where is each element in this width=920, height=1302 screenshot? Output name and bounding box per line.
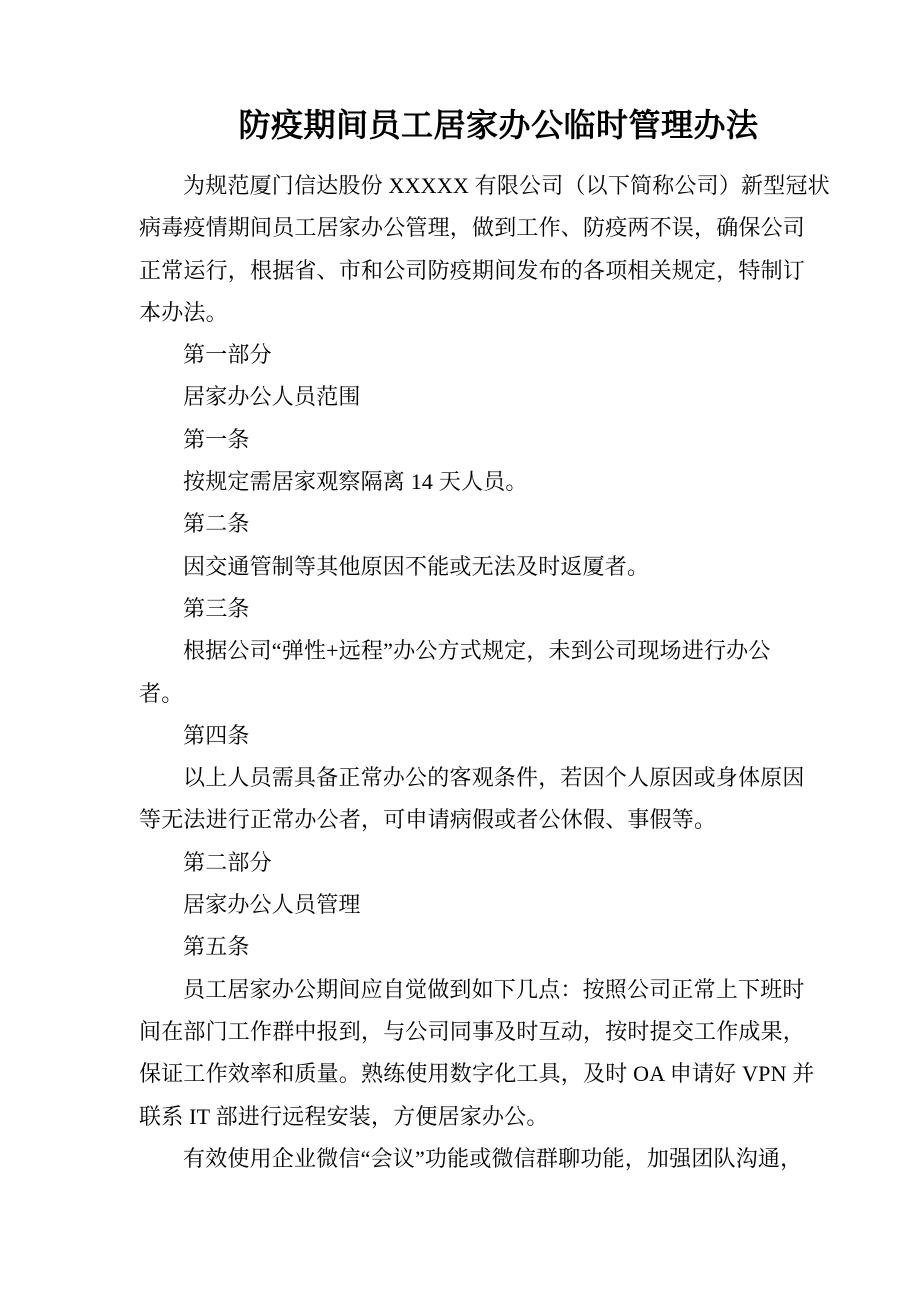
text-line: 有效使用企业微信“会议”功能或微信群聊功能，加强团队沟通， xyxy=(183,1145,803,1171)
text-line: 因交通管制等其他原因不能或无法及时返厦者。 xyxy=(183,553,650,579)
text-line: 间在部门工作群中报到，与公司同事及时互动，按时提交工作成果， xyxy=(139,1018,806,1044)
text-line: 联系 IT 部进行远程安装，方便居家办公。 xyxy=(139,1103,549,1129)
text-line: 保证工作效率和质量。熟练使用数字化工具，及时 OA 申请好 VPN 并 xyxy=(139,1061,815,1087)
text-line: 等无法进行正常办公者，可申请病假或者公休假、事假等。 xyxy=(139,807,717,833)
text-line: 员工居家办公期间应自觉做到如下几点：按照公司正常上下班时 xyxy=(183,976,805,1002)
text-line: 第五条 xyxy=(183,934,250,960)
text-line: 第一部分 xyxy=(183,342,272,368)
document-body xyxy=(139,103,830,1180)
text-line: 为规范厦门信达股份 XXXXX 有限公司（以下简称公司）新型冠状 xyxy=(183,173,830,198)
text-line: 者。 xyxy=(139,680,184,706)
text-line: 按规定需居家观察隔离 14 天人员。 xyxy=(183,469,528,495)
text-line: 第四条 xyxy=(183,722,250,748)
text-line: 病毒疫情期间员工居家办公管理，做到工作、防疫两不误，确保公司 xyxy=(139,215,806,241)
text-line: 第三条 xyxy=(183,595,250,621)
text-line: 正常运行，根据省、市和公司防疫期间发布的各项相关规定，特制订 xyxy=(139,257,806,283)
text-line: 根据公司“弹性+远程”办公方式规定，未到公司现场进行办公 xyxy=(183,638,771,664)
text-line: 第二条 xyxy=(183,511,250,537)
text-line: 第一条 xyxy=(183,426,250,452)
text-line: 第二部分 xyxy=(183,849,272,875)
text-line: 以上人员需具备正常办公的客观条件，若因个人原因或身体原因 xyxy=(183,765,805,791)
document-title: 防疫期间员工居家办公临时管理办法 xyxy=(238,107,759,143)
text-line: 本办法。 xyxy=(139,299,228,325)
text-line: 居家办公人员管理 xyxy=(183,892,361,918)
text-line: 居家办公人员范围 xyxy=(183,384,361,410)
document-text-lines xyxy=(139,165,830,1180)
